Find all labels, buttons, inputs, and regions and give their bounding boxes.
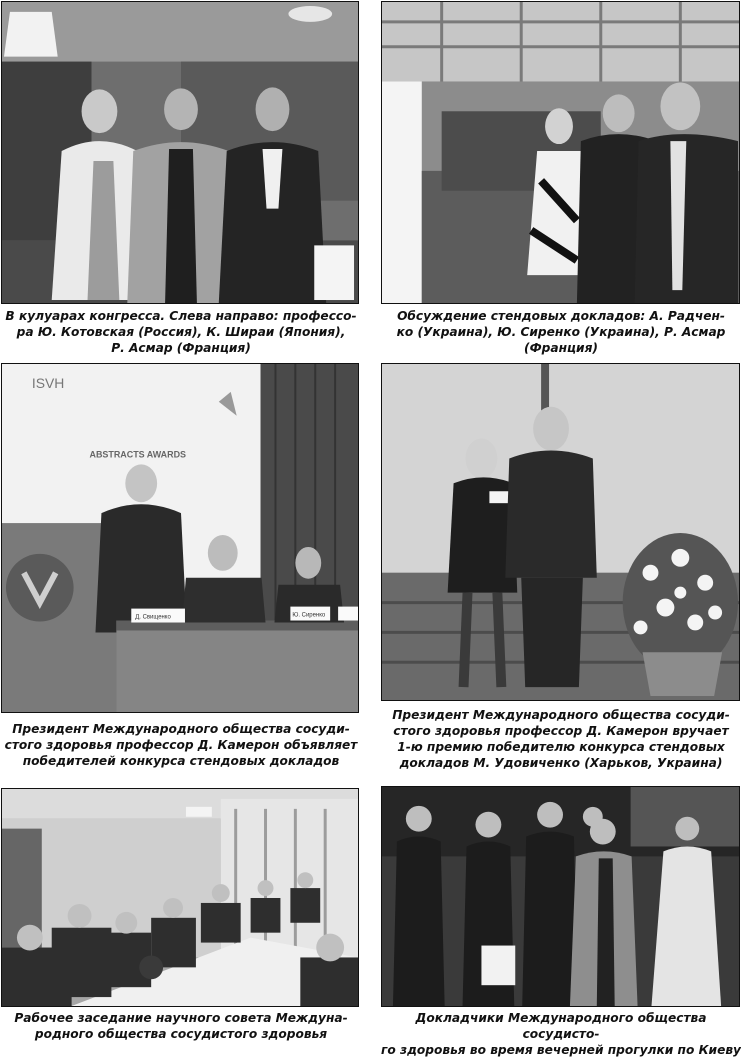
- caption-line: Докладчики Международного общества сосудисто-: [415, 1011, 707, 1041]
- nameplate-text: Д. Свищенко: [135, 614, 171, 621]
- caption-line: ко (Украина), Ю. Сиренко (Украина), Р. Асмар: [396, 325, 726, 339]
- caption-line: го здоровья во время вечерней прогулки по Киеву: [381, 1043, 741, 1057]
- caption-council-meeting: [1, 1010, 361, 1042]
- caption-line: Рабочее заседание научного совета Междуна-: [14, 1011, 348, 1025]
- caption-corridor: [1, 308, 361, 356]
- photo-awards-announcement: [1, 363, 359, 713]
- caption-line: В кулуарах конгресса. Слева направо: профессо-: [5, 309, 357, 323]
- photo-prize-award: [381, 363, 740, 701]
- caption-line: ра Ю. Котовская (Россия), К. Шираи (Япония),: [16, 325, 346, 339]
- caption-line: Р. Асмар (Франция): [111, 341, 251, 355]
- caption-line: Президент Международного общества сосуди-: [12, 722, 350, 736]
- caption-line: Президент Международного общества сосуди-: [392, 708, 730, 722]
- nameplate-text: Ю. Сиренко: [292, 612, 326, 619]
- screen-logo-text: ISVH: [31, 374, 65, 391]
- screen-title-text: ABSTRACTS AWARDS: [89, 449, 187, 460]
- caption-line: стого здоровья профессор Д. Камерон вручает: [393, 724, 729, 738]
- caption-awards-announcement: [1, 721, 361, 769]
- caption-line: 1-ю премию победителю конкурса стендовых: [397, 740, 725, 754]
- caption-evening-walk: [381, 1010, 741, 1058]
- caption-line: победителей конкурса стендовых докладов: [22, 754, 340, 768]
- photo-poster-discussion: [381, 1, 740, 304]
- caption-poster-discussion: [381, 308, 741, 356]
- caption-line: Обсуждение стендовых докладов: А. Радчен-: [397, 309, 725, 323]
- caption-line: докладов М. Удовиченко (Харьков, Украина): [399, 756, 723, 770]
- photo-evening-walk: [381, 786, 740, 1007]
- caption-line: родного общества сосудистого здоровья: [34, 1027, 328, 1041]
- caption-prize-award: [381, 707, 741, 771]
- caption-line: стого здоровья профессор Д. Камерон объявляет: [4, 738, 358, 752]
- caption-line: (Франция): [524, 341, 598, 355]
- photo-council-meeting: [1, 788, 359, 1007]
- photo-corridor: [1, 1, 359, 304]
